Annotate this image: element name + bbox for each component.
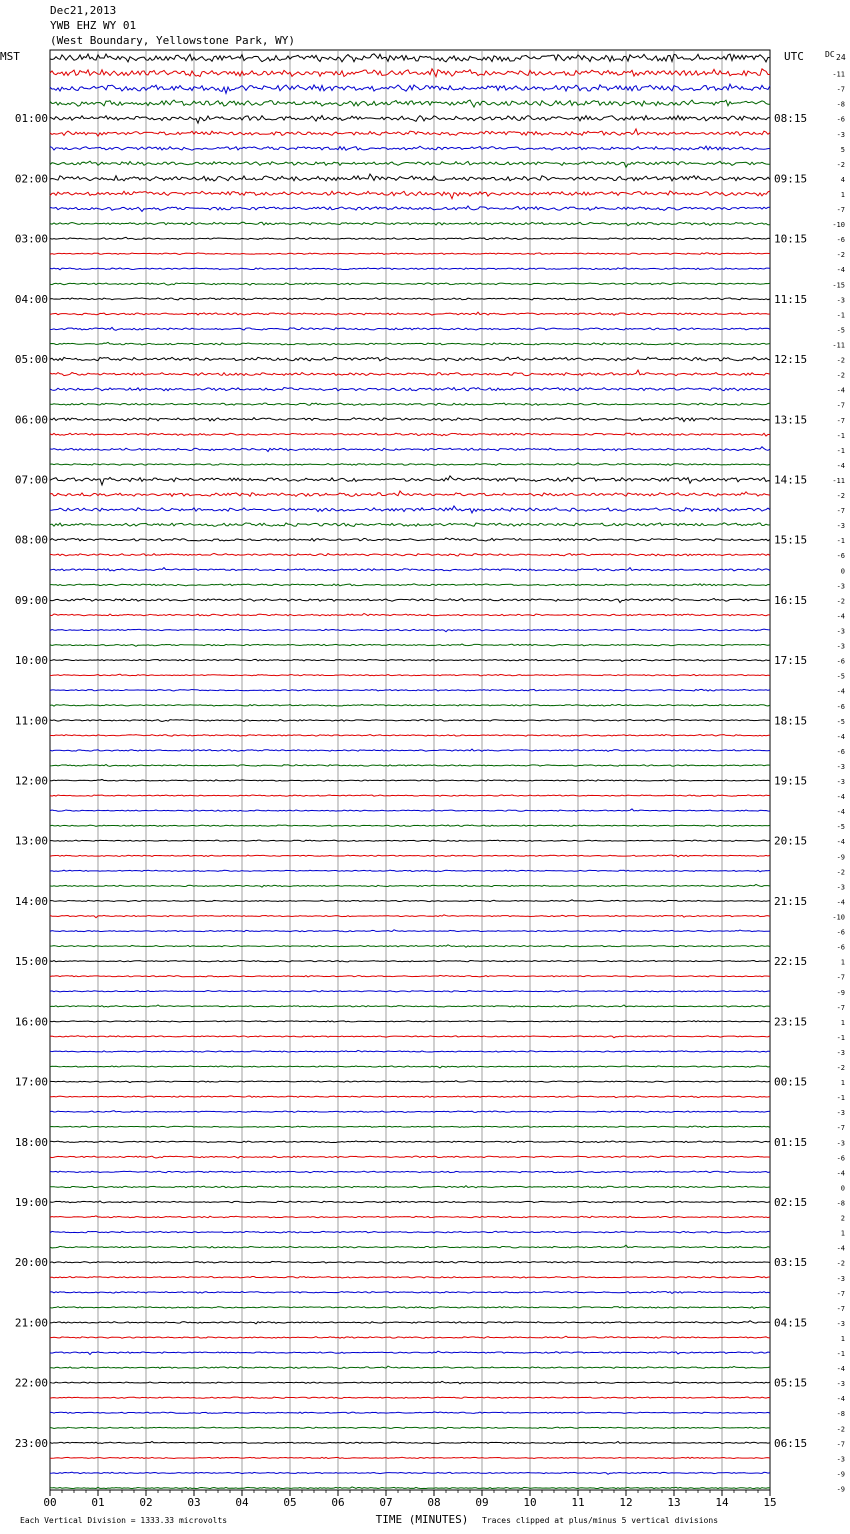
seismic-trace: [50, 1291, 770, 1293]
seismic-trace: [50, 84, 770, 93]
dc-offset-label: -11: [832, 341, 845, 350]
x-tick-label: 14: [715, 1496, 729, 1509]
right-timezone-label: UTC: [784, 50, 804, 63]
seismic-trace: [50, 370, 770, 376]
right-hour-label: 01:15: [774, 1135, 808, 1149]
seismic-trace: [50, 403, 770, 405]
seismic-trace: [50, 1096, 770, 1098]
seismic-trace: [50, 1277, 770, 1279]
seismic-trace: [50, 1457, 770, 1458]
right-hour-label: 03:15: [774, 1256, 808, 1270]
x-tick-label: 03: [187, 1496, 201, 1509]
x-tick-label: 00: [43, 1496, 57, 1509]
dc-offset-label: -4: [836, 1395, 845, 1404]
seismic-trace: [50, 161, 770, 167]
left-hour-label: 20:00: [14, 1256, 48, 1270]
dc-offset-label: -6: [836, 747, 845, 756]
dc-offset-label: -3: [836, 778, 845, 787]
seismic-trace: [50, 283, 770, 285]
seismic-trace: [50, 388, 770, 391]
seismic-trace: [50, 779, 770, 781]
seismic-trace: [50, 825, 770, 826]
seismic-trace: [50, 644, 770, 646]
dc-offset-label: -10: [832, 221, 845, 230]
left-hour-label: 07:00: [14, 473, 48, 487]
x-tick-label: 01: [91, 1496, 105, 1509]
dc-offset-label: -1: [836, 1350, 845, 1359]
x-tick-label: 06: [331, 1496, 345, 1509]
seismic-trace: [50, 1201, 770, 1203]
dc-offset-label: -7: [836, 206, 845, 215]
dc-offset-label: -2: [836, 251, 845, 260]
x-tick-label: 07: [379, 1496, 393, 1509]
seismic-trace: [50, 1036, 770, 1038]
left-hour-label: 19:00: [14, 1196, 48, 1209]
seismic-trace: [50, 975, 770, 977]
seismic-trace: [50, 1245, 770, 1248]
dc-offset-label: -1: [836, 431, 845, 440]
dc-offset-label: -7: [836, 416, 845, 425]
right-hour-label: 18:15: [774, 714, 808, 728]
seismic-trace: [50, 809, 770, 811]
chart-date: Dec21,2013: [50, 4, 117, 17]
right-hour-label: 00:15: [774, 1075, 808, 1089]
seismic-trace: [50, 960, 770, 961]
dc-offset-label: 5: [840, 145, 845, 154]
left-hour-label: 03:00: [14, 232, 48, 246]
seismic-trace: [50, 1441, 770, 1443]
seismic-trace: [50, 945, 770, 947]
seismic-trace: [50, 749, 770, 751]
seismic-trace: [50, 870, 770, 872]
left-hour-label: 18:00: [14, 1135, 48, 1149]
dc-offset-label: -6: [836, 552, 845, 561]
seismic-trace: [50, 506, 770, 513]
seismic-trace: [50, 1487, 770, 1489]
footer-clip-note: Traces clipped at plus/minus 5 vertical divisions: [482, 1516, 719, 1525]
dc-offset-label: 4: [840, 175, 845, 184]
dc-offset-label: 0: [840, 567, 845, 576]
seismic-trace: [50, 1427, 770, 1428]
right-hour-label: 10:15: [774, 232, 808, 246]
x-tick-label: 10: [523, 1496, 537, 1509]
seismic-trace: [50, 1321, 770, 1324]
dc-offset-label: -3: [836, 582, 845, 591]
dc-offset-label: -11: [832, 70, 845, 79]
dc-offset-label: 1: [840, 190, 845, 199]
dc-offset-label: -3: [836, 1380, 845, 1389]
left-hour-label: 17:00: [14, 1075, 48, 1089]
dc-offset-label: -10: [832, 913, 845, 922]
seismic-trace: [50, 719, 770, 721]
right-hour-label: 23:15: [774, 1015, 808, 1029]
dc-offset-label: -6: [836, 115, 845, 124]
left-hour-label: 06:00: [14, 413, 48, 427]
dc-offset-label: 0: [840, 1184, 845, 1193]
dc-offset-label: -3: [836, 1109, 845, 1118]
x-tick-label: 12: [619, 1496, 633, 1509]
right-hour-label: 11:15: [774, 292, 808, 306]
right-hour-label: 12:15: [774, 353, 808, 367]
dc-offset-label: -7: [836, 1440, 845, 1449]
seismic-trace: [50, 584, 770, 586]
seismic-trace: [50, 915, 770, 918]
seismic-trace: [50, 523, 770, 527]
dc-offset-label: -9: [836, 1485, 845, 1494]
plot-frame: [50, 50, 770, 1490]
dc-offset-label: -3: [836, 130, 845, 139]
dc-offset-label: -7: [836, 1289, 845, 1298]
seismic-trace: [50, 1351, 770, 1354]
dc-offset-label: -15: [832, 281, 845, 290]
seismic-trace: [50, 191, 770, 199]
dc-offset-label: -2: [836, 371, 845, 380]
dc-offset-label: -6: [836, 928, 845, 937]
right-hour-label: 04:15: [774, 1316, 808, 1330]
dc-offset-label: 1: [840, 1334, 845, 1343]
left-hour-label: 02:00: [14, 172, 48, 186]
right-hour-label: 09:15: [774, 172, 808, 186]
dc-offset-label: -8: [836, 1199, 845, 1208]
seismic-trace: [50, 206, 770, 211]
seismic-trace: [50, 598, 770, 602]
seismic-trace: [50, 1081, 770, 1083]
seismic-trace: [50, 568, 770, 571]
seismic-trace: [50, 991, 770, 992]
dc-offset-label: -2: [836, 597, 845, 606]
dc-offset-label: -2: [836, 1259, 845, 1268]
dc-offset-label: 1: [840, 1018, 845, 1027]
dc-offset-label: -1: [836, 446, 845, 455]
dc-offset-label: -4: [836, 898, 845, 907]
dc-offset-label: -4: [836, 838, 845, 847]
right-hour-label: 20:15: [774, 834, 808, 848]
right-hour-label: 08:15: [774, 112, 808, 126]
left-hour-label: 22:00: [14, 1376, 48, 1390]
seismic-trace: [50, 342, 770, 345]
dc-offset-label: -8: [836, 100, 845, 109]
dc-offset-label: -7: [836, 1003, 845, 1012]
dc-offset-label: -4: [836, 461, 845, 470]
seismic-trace: [50, 613, 770, 615]
x-tick-label: 05: [283, 1496, 297, 1509]
seismic-trace: [50, 222, 770, 226]
seismic-trace: [50, 312, 770, 315]
left-hour-label: 12:00: [14, 774, 48, 788]
seismic-trace: [50, 268, 770, 270]
seismic-trace: [50, 930, 770, 932]
dc-offset-label: -4: [836, 687, 845, 696]
dc-offset-label: -7: [836, 85, 845, 94]
dc-offset-label: -7: [836, 1304, 845, 1313]
seismic-trace: [50, 1307, 770, 1309]
dc-offset-label: -6: [836, 1154, 845, 1163]
x-tick-label: 15: [763, 1496, 777, 1509]
right-hour-label: 22:15: [774, 955, 808, 969]
seismic-trace: [50, 704, 770, 706]
dc-offset-label: -4: [836, 1365, 845, 1374]
dc-offset-label: 1: [840, 1079, 845, 1088]
dc-offset-label: -2: [836, 160, 845, 169]
seismic-trace: [50, 735, 770, 737]
dc-offset-label: -4: [836, 732, 845, 741]
dc-offset-label: -4: [836, 1244, 845, 1253]
left-hour-label: 11:00: [14, 714, 48, 728]
left-hour-label: 01:00: [14, 112, 48, 126]
left-hour-label: 14:00: [14, 894, 48, 908]
left-hour-label: 15:00: [14, 955, 48, 969]
left-hour-label: 13:00: [14, 834, 48, 848]
dc-offset-label: -9: [836, 1470, 845, 1479]
left-hour-label: 04:00: [14, 292, 48, 306]
left-hour-label: 16:00: [14, 1015, 48, 1029]
x-tick-label: 08: [427, 1496, 441, 1509]
dc-offset-label: -7: [836, 507, 845, 516]
x-tick-label: 02: [139, 1496, 153, 1509]
seismic-trace: [50, 146, 770, 150]
dc-offset-label: -3: [836, 1319, 845, 1328]
dc-offset-label: -9: [836, 988, 845, 997]
seismic-trace: [50, 253, 770, 255]
seismic-trace: [50, 357, 770, 361]
seismic-trace: [50, 840, 770, 841]
seismic-trace: [50, 1066, 770, 1068]
seismic-trace: [50, 1156, 770, 1158]
seismic-trace: [50, 1261, 770, 1263]
x-tick-label: 04: [235, 1496, 249, 1509]
dc-offset-label: -6: [836, 657, 845, 666]
dc-offset-label: -5: [836, 717, 845, 726]
dc-offset-label: -4: [836, 793, 845, 802]
seismic-trace: [50, 116, 770, 124]
right-hour-label: 15:15: [774, 533, 808, 547]
dc-offset-label: -5: [836, 823, 845, 832]
right-hour-label: 13:15: [774, 413, 808, 427]
right-hour-label: 06:15: [774, 1436, 808, 1450]
dc-offset-label: -3: [836, 296, 845, 305]
dc-offset-label: -6: [836, 943, 845, 952]
seismic-trace: [50, 855, 770, 857]
seismic-trace: [50, 1216, 770, 1218]
right-hour-label: 21:15: [774, 894, 808, 908]
chart-location: (West Boundary, Yellowstone Park, WY): [50, 34, 296, 47]
seismic-trace: [50, 237, 770, 239]
dc-offset-label: -6: [836, 702, 845, 711]
dc-offset-label: -4: [836, 612, 845, 621]
dc-offset-label: -1: [836, 1033, 845, 1042]
right-hour-label: 16:15: [774, 593, 808, 607]
right-hour-label: 14:15: [774, 473, 808, 487]
seismic-trace: [50, 433, 770, 436]
dc-offset-label: -3: [836, 883, 845, 892]
dc-offset-label: -8: [836, 1410, 845, 1419]
dc-offset-label: -2: [836, 1064, 845, 1073]
seismic-trace: [50, 463, 770, 465]
dc-offset-label: -1: [836, 311, 845, 320]
seismic-trace: [50, 491, 770, 496]
dc-offset-label: -4: [836, 386, 845, 395]
dc-offset-label: -1: [836, 537, 845, 546]
dc-offset-label: -11: [832, 476, 845, 485]
seismic-trace: [50, 476, 770, 485]
dc-offset-label: -2: [836, 492, 845, 501]
seismic-trace: [50, 1186, 770, 1188]
seismic-trace: [50, 69, 770, 77]
dc-offset-label: -3: [836, 1455, 845, 1464]
dc-offset-label: -3: [836, 642, 845, 651]
dc-offset-label: -2: [836, 868, 845, 877]
left-hour-label: 23:00: [14, 1436, 48, 1450]
dc-offset-label: -3: [836, 522, 845, 531]
dc-offset-label: -9: [836, 853, 845, 862]
seismic-trace: [50, 1381, 770, 1383]
seismic-trace: [50, 1397, 770, 1398]
right-hour-label: 05:15: [774, 1376, 808, 1390]
seismic-trace: [50, 1050, 770, 1052]
seismic-trace: [50, 1366, 770, 1368]
right-hour-label: 17:15: [774, 654, 808, 668]
right-hour-label: 19:15: [774, 774, 808, 788]
left-hour-label: 21:00: [14, 1316, 48, 1330]
dc-offset-label: 2: [840, 1214, 845, 1223]
dc-label: DC: [825, 50, 835, 59]
dc-first-offset: 24: [836, 53, 846, 62]
seismic-trace: [50, 1231, 770, 1233]
seismic-trace: [50, 298, 770, 300]
footer-scale-note: Each Vertical Division = 1333.33 microvolts: [20, 1516, 228, 1525]
dc-offset-label: 1: [840, 958, 845, 967]
seismic-trace: [50, 795, 770, 796]
seismic-trace: [50, 327, 770, 330]
left-hour-label: 10:00: [14, 654, 48, 668]
dc-offset-label: -5: [836, 672, 845, 681]
seismic-trace: [50, 1141, 770, 1143]
chart-station: YWB EHZ WY 01: [50, 19, 137, 32]
left-hour-label: 05:00: [14, 353, 48, 367]
seismic-trace: [50, 689, 770, 691]
seismic-trace: [50, 1126, 770, 1127]
x-tick-label: 11: [571, 1496, 585, 1509]
seismic-trace: [50, 129, 770, 136]
dc-offset-label: -1: [836, 1094, 845, 1103]
left-hour-label: 08:00: [14, 533, 48, 547]
seismic-trace: [50, 1111, 770, 1113]
dc-offset-label: -4: [836, 1169, 845, 1178]
left-timezone-label: MST: [0, 50, 20, 63]
seismic-trace: [50, 174, 770, 181]
seismic-trace: [50, 1171, 770, 1173]
dc-offset-label: -7: [836, 401, 845, 410]
seismic-trace: [50, 1412, 770, 1414]
seismic-trace: [50, 764, 770, 766]
dc-offset-label: -3: [836, 1274, 845, 1283]
right-hour-label: 02:15: [774, 1196, 808, 1209]
seismic-trace: [50, 1336, 770, 1338]
dc-offset-label: -4: [836, 808, 845, 817]
seismic-trace: [50, 1005, 770, 1007]
seismic-trace: [50, 1021, 770, 1022]
dc-offset-label: -7: [836, 1124, 845, 1133]
dc-offset-label: -3: [836, 762, 845, 771]
dc-offset-label: -6: [836, 236, 845, 245]
x-tick-label: 09: [475, 1496, 489, 1509]
left-hour-label: 09:00: [14, 593, 48, 607]
seismic-trace: [50, 900, 770, 902]
dc-offset-label: -5: [836, 326, 845, 335]
dc-offset-label: -3: [836, 1048, 845, 1057]
dc-offset-label: -7: [836, 973, 845, 982]
dc-offset-label: -2: [836, 356, 845, 365]
dc-offset-label: -3: [836, 627, 845, 636]
dc-offset-label: 1: [840, 1229, 845, 1238]
dc-offset-label: -4: [836, 266, 845, 275]
seismic-trace: [50, 418, 770, 422]
seismic-trace: [50, 884, 770, 887]
seismic-trace: [50, 100, 770, 107]
seismic-trace: [50, 553, 770, 555]
dc-offset-label: -2: [836, 1425, 845, 1434]
dc-offset-label: -3: [836, 1139, 845, 1148]
x-tick-label: 13: [667, 1496, 681, 1509]
seismic-trace: [50, 447, 770, 452]
seismic-trace: [50, 674, 770, 676]
seismic-trace: [50, 629, 770, 632]
seismic-trace: [50, 1472, 770, 1474]
seismic-trace: [50, 538, 770, 541]
seismic-trace: [50, 659, 770, 661]
x-axis-title: TIME (MINUTES): [375, 1513, 469, 1526]
seismic-trace: [50, 54, 770, 62]
